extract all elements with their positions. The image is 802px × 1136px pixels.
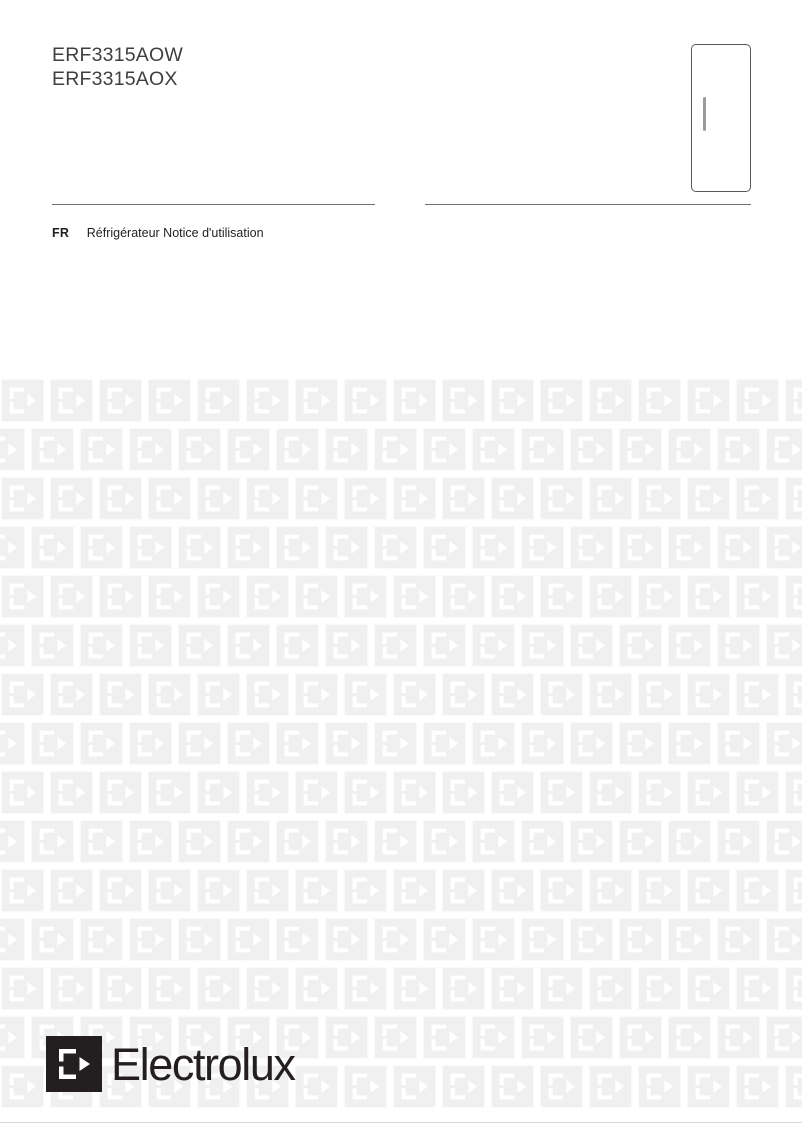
watermark-row bbox=[0, 868, 802, 917]
watermark-row bbox=[0, 721, 802, 770]
electrolux-e-mark-watermark-icon bbox=[588, 770, 633, 815]
electrolux-e-mark-watermark-icon bbox=[275, 721, 320, 766]
electrolux-e-mark-watermark-icon bbox=[147, 574, 192, 619]
electrolux-e-mark-watermark-icon bbox=[686, 1064, 731, 1109]
electrolux-e-mark-watermark-icon bbox=[392, 476, 437, 521]
electrolux-e-mark-watermark-icon bbox=[30, 427, 75, 472]
electrolux-e-mark-watermark-icon bbox=[490, 966, 535, 1011]
electrolux-e-mark-watermark-icon bbox=[637, 868, 682, 913]
electrolux-e-mark-watermark-icon bbox=[98, 672, 143, 717]
electrolux-e-mark-watermark-icon bbox=[471, 623, 516, 668]
brand-wordmark: Electrolux bbox=[111, 1038, 295, 1090]
electrolux-e-mark-watermark-icon bbox=[226, 721, 271, 766]
electrolux-e-mark-watermark-icon bbox=[79, 819, 124, 864]
electrolux-e-mark-watermark-icon bbox=[392, 378, 437, 423]
electrolux-e-mark-watermark-icon bbox=[784, 378, 802, 423]
electrolux-e-mark-watermark-icon bbox=[686, 378, 731, 423]
electrolux-e-mark-watermark-icon bbox=[0, 770, 45, 815]
electrolux-e-mark-watermark-icon bbox=[735, 770, 780, 815]
electrolux-e-mark-watermark-icon bbox=[392, 1064, 437, 1109]
electrolux-e-mark-watermark-icon bbox=[98, 868, 143, 913]
electrolux-e-mark-watermark-icon bbox=[79, 525, 124, 570]
electrolux-e-mark-watermark-icon bbox=[177, 623, 222, 668]
electrolux-e-mark-watermark-icon bbox=[716, 819, 761, 864]
electrolux-e-mark-watermark-icon bbox=[0, 378, 45, 423]
electrolux-e-mark-watermark-icon bbox=[735, 378, 780, 423]
electrolux-e-mark-watermark-icon bbox=[618, 721, 663, 766]
electrolux-e-mark-watermark-icon bbox=[373, 623, 418, 668]
electrolux-e-mark-watermark-icon bbox=[98, 476, 143, 521]
electrolux-e-mark-watermark-icon bbox=[422, 819, 467, 864]
electrolux-e-mark-watermark-icon bbox=[196, 868, 241, 913]
electrolux-e-mark-watermark-icon bbox=[294, 476, 339, 521]
electrolux-e-mark-watermark-icon bbox=[490, 378, 535, 423]
electrolux-e-mark-watermark-icon bbox=[716, 623, 761, 668]
electrolux-e-mark-watermark-icon bbox=[490, 770, 535, 815]
watermark-row bbox=[0, 574, 802, 623]
electrolux-e-mark-watermark-icon bbox=[0, 966, 45, 1011]
electrolux-e-mark-watermark-icon bbox=[196, 966, 241, 1011]
electrolux-e-mark-watermark-icon bbox=[226, 525, 271, 570]
electrolux-e-mark-watermark-icon bbox=[490, 574, 535, 619]
electrolux-e-mark-watermark-icon bbox=[637, 1064, 682, 1109]
electrolux-e-mark-watermark-icon bbox=[30, 819, 75, 864]
electrolux-e-mark-watermark-icon bbox=[196, 378, 241, 423]
electrolux-e-mark-watermark-icon bbox=[441, 378, 486, 423]
electrolux-e-mark-watermark-icon bbox=[422, 427, 467, 472]
electrolux-e-mark-watermark-icon bbox=[539, 476, 584, 521]
electrolux-e-mark-watermark-icon bbox=[147, 770, 192, 815]
electrolux-e-mark-watermark-icon bbox=[422, 623, 467, 668]
electrolux-e-mark-watermark-icon bbox=[392, 868, 437, 913]
electrolux-e-mark-watermark-icon bbox=[128, 623, 173, 668]
electrolux-e-mark-watermark-icon bbox=[324, 721, 369, 766]
electrolux-e-mark-watermark-icon bbox=[196, 672, 241, 717]
electrolux-e-mark-watermark-icon bbox=[569, 1015, 614, 1060]
electrolux-e-mark-watermark-icon bbox=[471, 721, 516, 766]
electrolux-e-mark-watermark-icon bbox=[686, 574, 731, 619]
electrolux-e-mark-watermark-icon bbox=[784, 672, 802, 717]
electrolux-e-mark-watermark-icon bbox=[667, 819, 712, 864]
electrolux-e-mark-watermark-icon bbox=[79, 917, 124, 962]
electrolux-e-mark-watermark-icon bbox=[49, 868, 94, 913]
electrolux-e-mark-watermark-icon bbox=[275, 427, 320, 472]
electrolux-e-mark-watermark-icon bbox=[539, 672, 584, 717]
footer-divider bbox=[0, 1122, 802, 1123]
electrolux-e-mark-watermark-icon bbox=[373, 721, 418, 766]
electrolux-e-mark-watermark-icon bbox=[128, 427, 173, 472]
model-number-block bbox=[52, 43, 183, 91]
electrolux-e-mark-watermark-icon bbox=[226, 917, 271, 962]
electrolux-e-mark-watermark-icon bbox=[128, 721, 173, 766]
electrolux-e-mark-watermark-icon bbox=[588, 868, 633, 913]
electrolux-e-mark-watermark-icon bbox=[569, 623, 614, 668]
electrolux-e-mark-watermark-icon bbox=[147, 378, 192, 423]
electrolux-e-mark-watermark-icon bbox=[765, 623, 802, 668]
upright-refrigerator-outline-icon bbox=[691, 44, 751, 192]
electrolux-e-mark-watermark-icon bbox=[735, 574, 780, 619]
electrolux-e-mark-watermark-icon bbox=[0, 721, 26, 766]
electrolux-e-mark-watermark-icon bbox=[98, 770, 143, 815]
watermark-row bbox=[0, 770, 802, 819]
electrolux-e-mark-watermark-icon bbox=[637, 966, 682, 1011]
electrolux-e-mark-watermark-icon bbox=[765, 917, 802, 962]
electrolux-e-mark-watermark-icon bbox=[0, 1064, 45, 1109]
electrolux-e-mark-watermark-icon bbox=[79, 623, 124, 668]
electrolux-e-mark-watermark-icon bbox=[324, 623, 369, 668]
watermark-row bbox=[0, 966, 802, 1015]
electrolux-e-mark-watermark-icon bbox=[196, 574, 241, 619]
electrolux-e-mark-watermark-icon bbox=[373, 1015, 418, 1060]
model-number-secondary: ERF3315AOX bbox=[52, 68, 178, 90]
electrolux-e-mark-watermark-icon bbox=[784, 574, 802, 619]
electrolux-e-mark-watermark-icon bbox=[618, 623, 663, 668]
electrolux-e-mark-watermark-icon bbox=[0, 917, 26, 962]
electrolux-e-mark-watermark-icon bbox=[637, 672, 682, 717]
electrolux-e-mark-watermark-icon bbox=[539, 378, 584, 423]
watermark-row bbox=[0, 917, 802, 966]
electrolux-e-mark-watermark-icon bbox=[343, 770, 388, 815]
electrolux-e-mark-watermark-icon bbox=[275, 917, 320, 962]
electrolux-e-mark-watermark-icon bbox=[539, 770, 584, 815]
watermark-row bbox=[0, 476, 802, 525]
electrolux-e-mark-watermark-icon bbox=[294, 378, 339, 423]
electrolux-e-mark-watermark-icon bbox=[618, 525, 663, 570]
electrolux-e-mark-watermark-icon bbox=[98, 378, 143, 423]
electrolux-e-mark-watermark-icon bbox=[667, 427, 712, 472]
electrolux-e-mark-watermark-icon bbox=[686, 476, 731, 521]
electrolux-e-mark-watermark-icon bbox=[392, 770, 437, 815]
electrolux-e-mark-watermark-icon bbox=[0, 574, 45, 619]
electrolux-e-mark-watermark-icon bbox=[128, 525, 173, 570]
electrolux-e-mark-watermark-icon bbox=[471, 819, 516, 864]
electrolux-e-mark-watermark-icon bbox=[324, 917, 369, 962]
electrolux-e-mark-watermark-icon bbox=[686, 770, 731, 815]
electrolux-e-mark-watermark-icon bbox=[128, 917, 173, 962]
electrolux-e-mark-watermark-icon bbox=[422, 917, 467, 962]
electrolux-e-mark-watermark-icon bbox=[98, 574, 143, 619]
electrolux-e-mark-watermark-icon bbox=[324, 525, 369, 570]
electrolux-e-mark-watermark-icon bbox=[30, 721, 75, 766]
electrolux-e-mark-watermark-icon bbox=[196, 770, 241, 815]
electrolux-e-mark-watermark-icon bbox=[569, 427, 614, 472]
electrolux-e-mark-watermark-icon bbox=[765, 525, 802, 570]
electrolux-e-mark-watermark-icon bbox=[588, 378, 633, 423]
electrolux-e-mark-watermark-icon bbox=[177, 819, 222, 864]
electrolux-e-mark-watermark-icon bbox=[569, 721, 614, 766]
electrolux-e-mark-watermark-icon bbox=[520, 1015, 565, 1060]
electrolux-e-mark-watermark-icon bbox=[98, 966, 143, 1011]
electrolux-e-mark-watermark-icon bbox=[245, 868, 290, 913]
electrolux-e-mark-watermark-icon bbox=[147, 868, 192, 913]
electrolux-e-mark-watermark-icon bbox=[441, 574, 486, 619]
electrolux-e-mark-watermark-icon bbox=[294, 574, 339, 619]
electrolux-e-mark-watermark-icon bbox=[0, 476, 45, 521]
electrolux-e-mark-watermark-icon bbox=[245, 770, 290, 815]
electrolux-e-mark-watermark-icon bbox=[735, 672, 780, 717]
electrolux-e-mark-watermark-icon bbox=[471, 525, 516, 570]
electrolux-e-mark-watermark-icon bbox=[128, 819, 173, 864]
electrolux-e-mark-watermark-icon bbox=[275, 623, 320, 668]
electrolux-e-mark-watermark-icon bbox=[343, 672, 388, 717]
electrolux-e-mark-watermark-icon bbox=[0, 672, 45, 717]
electrolux-e-mark-watermark-icon bbox=[373, 917, 418, 962]
electrolux-e-mark-watermark-icon bbox=[294, 966, 339, 1011]
electrolux-e-mark-watermark-icon bbox=[637, 574, 682, 619]
electrolux-e-mark-watermark-icon bbox=[422, 1015, 467, 1060]
electrolux-e-mark-watermark-icon bbox=[569, 819, 614, 864]
electrolux-e-mark-watermark-icon bbox=[490, 868, 535, 913]
language-code: FR bbox=[52, 226, 70, 240]
electrolux-e-mark-watermark-icon bbox=[716, 1015, 761, 1060]
electrolux-e-mark-watermark-icon bbox=[520, 917, 565, 962]
electrolux-e-mark-watermark-icon bbox=[343, 868, 388, 913]
electrolux-e-mark-watermark-icon bbox=[471, 917, 516, 962]
electrolux-e-mark-watermark-icon bbox=[686, 672, 731, 717]
watermark-row bbox=[0, 427, 802, 476]
electrolux-e-mark-watermark-icon bbox=[245, 966, 290, 1011]
electrolux-e-mark-watermark-icon bbox=[30, 917, 75, 962]
watermark-row bbox=[0, 525, 802, 574]
electrolux-e-mark-watermark-icon bbox=[667, 623, 712, 668]
electrolux-e-mark-watermark-icon bbox=[0, 427, 26, 472]
electrolux-e-mark-watermark-icon bbox=[177, 917, 222, 962]
electrolux-e-mark-watermark-icon bbox=[490, 1064, 535, 1109]
electrolux-e-mark-watermark-icon bbox=[588, 476, 633, 521]
electrolux-e-mark-watermark-icon bbox=[392, 966, 437, 1011]
electrolux-e-mark-watermark-icon bbox=[637, 378, 682, 423]
electrolux-e-mark-watermark-icon bbox=[520, 623, 565, 668]
electrolux-e-mark-watermark-icon bbox=[226, 623, 271, 668]
electrolux-e-mark-watermark-icon bbox=[441, 770, 486, 815]
electrolux-e-mark-watermark-icon bbox=[441, 672, 486, 717]
electrolux-e-mark-watermark-icon bbox=[784, 1064, 802, 1109]
electrolux-e-mark-watermark-icon bbox=[569, 525, 614, 570]
electrolux-e-mark-watermark-icon bbox=[765, 721, 802, 766]
electrolux-e-mark-watermark-icon bbox=[343, 966, 388, 1011]
electrolux-e-mark-watermark-icon bbox=[422, 721, 467, 766]
electrolux-e-mark-watermark-icon bbox=[539, 1064, 584, 1109]
electrolux-e-mark-watermark-icon bbox=[147, 966, 192, 1011]
electrolux-e-mark-watermark-icon bbox=[245, 574, 290, 619]
electrolux-e-mark-watermark-icon bbox=[422, 525, 467, 570]
electrolux-e-mark-watermark-icon bbox=[588, 672, 633, 717]
electrolux-e-mark-watermark-icon bbox=[637, 476, 682, 521]
electrolux-e-mark-watermark-icon bbox=[716, 525, 761, 570]
electrolux-e-mark-watermark-icon bbox=[618, 1015, 663, 1060]
watermark-row bbox=[0, 623, 802, 672]
electrolux-e-mark-watermark-icon bbox=[784, 476, 802, 521]
electrolux-e-mark-watermark-icon bbox=[588, 1064, 633, 1109]
divider-right bbox=[425, 204, 751, 205]
electrolux-e-mark-watermark-icon bbox=[686, 868, 731, 913]
electrolux-e-mark-watermark-icon bbox=[49, 476, 94, 521]
divider-left bbox=[52, 204, 375, 205]
electrolux-e-mark-watermark-icon bbox=[30, 525, 75, 570]
electrolux-e-mark-watermark-icon bbox=[177, 525, 222, 570]
electrolux-e-mark-watermark-icon bbox=[294, 1064, 339, 1109]
electrolux-e-mark-watermark-icon bbox=[667, 1015, 712, 1060]
electrolux-e-mark-watermark-icon bbox=[588, 574, 633, 619]
electrolux-e-mark-watermark-icon bbox=[0, 1015, 26, 1060]
electrolux-e-mark-watermark-icon bbox=[79, 427, 124, 472]
electrolux-e-mark-watermark-icon bbox=[784, 770, 802, 815]
electrolux-e-mark-watermark-icon bbox=[520, 721, 565, 766]
electrolux-e-mark-watermark-icon bbox=[765, 819, 802, 864]
electrolux-e-mark-watermark-icon bbox=[226, 819, 271, 864]
electrolux-e-mark-watermark-icon bbox=[177, 721, 222, 766]
electrolux-e-mark-watermark-icon bbox=[275, 525, 320, 570]
electrolux-e-mark-watermark-icon bbox=[765, 427, 802, 472]
electrolux-e-mark-watermark-icon bbox=[177, 427, 222, 472]
electrolux-e-mark-watermark-icon bbox=[716, 427, 761, 472]
electrolux-e-mark-watermark-icon bbox=[245, 672, 290, 717]
electrolux-e-mark-watermark-icon bbox=[539, 966, 584, 1011]
electrolux-e-mark-watermark-icon bbox=[784, 868, 802, 913]
electrolux-e-mark-watermark-icon bbox=[324, 1015, 369, 1060]
watermark-row bbox=[0, 378, 802, 427]
electrolux-e-mark-watermark-icon bbox=[441, 966, 486, 1011]
electrolux-e-mark-watermark-icon bbox=[49, 966, 94, 1011]
electrolux-e-mark-watermark-icon bbox=[0, 868, 45, 913]
electrolux-e-mark-watermark-icon bbox=[735, 1064, 780, 1109]
electrolux-e-mark-watermark-icon bbox=[667, 525, 712, 570]
electrolux-e-mark-watermark-icon bbox=[245, 378, 290, 423]
electrolux-e-mark-watermark-icon bbox=[392, 574, 437, 619]
electrolux-e-mark-watermark-icon bbox=[735, 868, 780, 913]
electrolux-e-mark-watermark-icon bbox=[373, 427, 418, 472]
electrolux-e-mark-watermark-icon bbox=[441, 868, 486, 913]
manual-language-row bbox=[52, 226, 264, 240]
manual-title: Réfrigérateur Notice d'utilisation bbox=[86, 226, 264, 240]
electrolux-e-mark-watermark-icon bbox=[520, 427, 565, 472]
electrolux-e-mark-watermark-icon bbox=[294, 770, 339, 815]
electrolux-e-mark-watermark-icon bbox=[667, 721, 712, 766]
electrolux-e-mark-watermark-icon bbox=[618, 917, 663, 962]
electrolux-e-mark-watermark-icon bbox=[343, 1064, 388, 1109]
electrolux-e-mark-watermark-icon bbox=[765, 1015, 802, 1060]
electrolux-e-mark-watermark-icon bbox=[520, 525, 565, 570]
electrolux-e-mark-watermark-icon bbox=[343, 476, 388, 521]
electrolux-e-mark-watermark-icon bbox=[392, 672, 437, 717]
electrolux-e-mark-watermark-icon bbox=[275, 819, 320, 864]
electrolux-e-mark-watermark-icon bbox=[735, 966, 780, 1011]
electrolux-e-mark-watermark-icon bbox=[637, 770, 682, 815]
electrolux-e-mark-watermark-icon bbox=[618, 427, 663, 472]
electrolux-e-mark-watermark-icon bbox=[490, 476, 535, 521]
electrolux-e-mark-watermark-icon bbox=[520, 819, 565, 864]
electrolux-e-mark-watermark-icon bbox=[49, 672, 94, 717]
electrolux-e-mark-watermark-icon bbox=[373, 525, 418, 570]
electrolux-e-mark-watermark-icon bbox=[343, 574, 388, 619]
electrolux-e-mark-watermark-icon bbox=[539, 574, 584, 619]
watermark-pattern-field bbox=[0, 378, 802, 1114]
model-number-primary: ERF3315AOW bbox=[52, 44, 183, 66]
electrolux-e-mark-watermark-icon bbox=[30, 623, 75, 668]
electrolux-e-mark-icon bbox=[46, 1036, 102, 1092]
electrolux-e-mark-watermark-icon bbox=[539, 868, 584, 913]
electrolux-e-mark-watermark-icon bbox=[147, 672, 192, 717]
electrolux-e-mark-watermark-icon bbox=[49, 574, 94, 619]
electrolux-e-mark-watermark-icon bbox=[0, 623, 26, 668]
brand-logo bbox=[46, 1036, 295, 1092]
watermark-row bbox=[0, 672, 802, 721]
electrolux-e-mark-watermark-icon bbox=[490, 672, 535, 717]
electrolux-e-mark-watermark-icon bbox=[196, 476, 241, 521]
electrolux-e-mark-watermark-icon bbox=[147, 476, 192, 521]
electrolux-e-mark-watermark-icon bbox=[471, 427, 516, 472]
electrolux-e-mark-watermark-icon bbox=[0, 819, 26, 864]
electrolux-e-mark-watermark-icon bbox=[667, 917, 712, 962]
electrolux-e-mark-watermark-icon bbox=[686, 966, 731, 1011]
electrolux-e-mark-watermark-icon bbox=[245, 476, 290, 521]
electrolux-e-mark-watermark-icon bbox=[79, 721, 124, 766]
electrolux-e-mark-watermark-icon bbox=[226, 427, 271, 472]
electrolux-e-mark-watermark-icon bbox=[324, 427, 369, 472]
electrolux-e-mark-watermark-icon bbox=[49, 378, 94, 423]
refrigerator-door-handle-icon bbox=[703, 97, 706, 131]
electrolux-e-mark-watermark-icon bbox=[324, 819, 369, 864]
electrolux-e-mark-watermark-icon bbox=[588, 966, 633, 1011]
electrolux-e-mark-watermark-icon bbox=[441, 1064, 486, 1109]
electrolux-e-mark-watermark-icon bbox=[0, 525, 26, 570]
electrolux-e-mark-watermark-icon bbox=[441, 476, 486, 521]
electrolux-e-mark-watermark-icon bbox=[471, 1015, 516, 1060]
electrolux-e-mark-watermark-icon bbox=[784, 966, 802, 1011]
watermark-row bbox=[0, 819, 802, 868]
electrolux-e-mark-watermark-icon bbox=[373, 819, 418, 864]
electrolux-e-mark-watermark-icon bbox=[294, 672, 339, 717]
electrolux-e-mark-watermark-icon bbox=[569, 917, 614, 962]
electrolux-e-mark-watermark-icon bbox=[49, 770, 94, 815]
electrolux-e-mark-watermark-icon bbox=[343, 378, 388, 423]
electrolux-e-mark-watermark-icon bbox=[618, 819, 663, 864]
electrolux-e-mark-watermark-icon bbox=[735, 476, 780, 521]
electrolux-e-mark-watermark-icon bbox=[716, 721, 761, 766]
electrolux-e-mark-watermark-icon bbox=[716, 917, 761, 962]
electrolux-e-mark-watermark-icon bbox=[294, 868, 339, 913]
